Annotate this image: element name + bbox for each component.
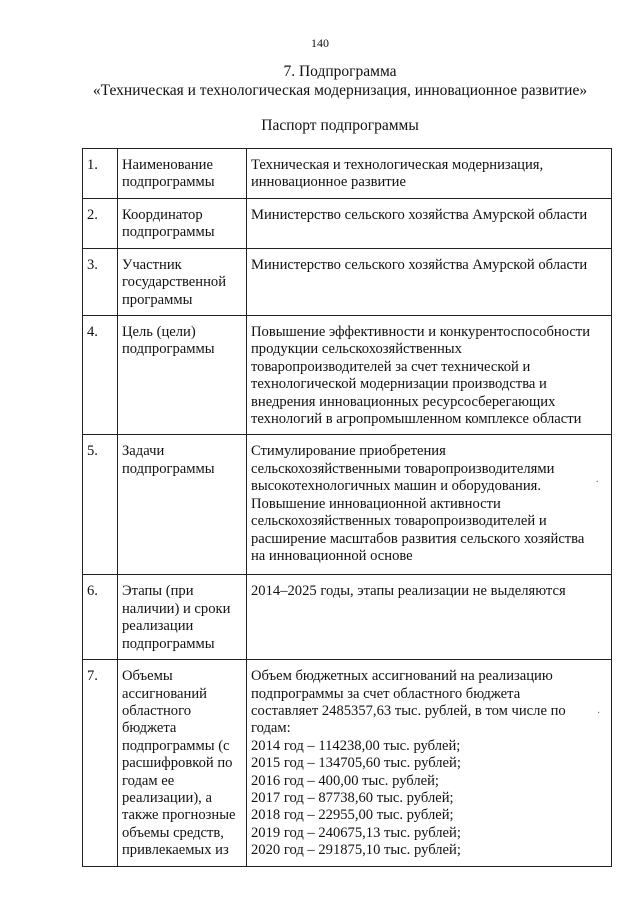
passport-title: Паспорт подпрограммы xyxy=(261,117,419,134)
row-value-line: годам: xyxy=(251,720,291,737)
row-label-line: Задачи xyxy=(122,443,165,460)
row-value xyxy=(247,575,612,660)
row-value-line: инновационное развитие xyxy=(251,174,406,191)
table-row xyxy=(83,575,612,660)
row-value-line: 2015 год – 134705,60 тыс. рублей; xyxy=(251,755,461,772)
row-label-line: привлекаемых из xyxy=(122,842,229,859)
scan-mark: . xyxy=(596,474,599,485)
table-row xyxy=(83,435,612,575)
row-label-line: подпрограммы xyxy=(122,224,215,241)
row-value-line: расширение масштабов развития сельского хозяйства xyxy=(251,530,585,547)
row-value xyxy=(247,660,612,866)
row-value-line: подпрограммы за счет областного бюджета xyxy=(251,685,521,702)
table-row xyxy=(83,660,612,866)
row-value-line: Техническая и технологическая модернизация, xyxy=(251,157,544,173)
section-heading xyxy=(40,62,640,100)
row-label xyxy=(118,435,247,575)
row-label xyxy=(118,316,247,435)
row-number: 1. xyxy=(83,149,118,199)
row-label-line: подпрограммы xyxy=(122,460,215,477)
row-value xyxy=(247,149,612,199)
row-value-line: 2016 год – 400,00 тыс. рублей; xyxy=(251,772,439,789)
row-label-line: подпрограммы xyxy=(122,635,215,652)
row-number: 5. xyxy=(83,435,118,575)
row-label-line: Этапы (при xyxy=(122,583,194,600)
row-number: 3. xyxy=(83,248,118,315)
row-label-line: областного xyxy=(122,702,191,719)
row-label-line: реализации), а xyxy=(122,789,212,806)
row-label xyxy=(118,660,247,866)
row-label-line: подпрограммы xyxy=(122,174,215,191)
row-label-line: реализации xyxy=(122,618,194,635)
row-label xyxy=(118,575,247,660)
row-value-line: 2020 год – 291875,10 тыс. рублей; xyxy=(251,842,461,859)
row-value-line: технологической модернизации производства и xyxy=(251,376,547,393)
row-value-line: товаропроизводителей за счет технической и xyxy=(251,358,531,375)
row-value xyxy=(247,435,612,575)
row-value-line: 2019 год – 240675,13 тыс. рублей; xyxy=(251,824,461,841)
row-label-line: Координатор xyxy=(122,206,203,223)
page-number: 140 xyxy=(311,36,329,50)
row-value-line: сельскохозяйственными товаропроизводителями xyxy=(251,460,555,477)
row-number: 4. xyxy=(83,316,118,435)
row-value-line: 2014–2025 годы, этапы реализации не выделяются xyxy=(251,583,566,600)
row-label-line: программы xyxy=(122,291,193,308)
row-label-line: Цель (цели) xyxy=(122,324,196,341)
scan-mark: · xyxy=(597,708,601,719)
row-label-line: годам ее xyxy=(122,772,175,789)
row-label-line: наличии) и сроки xyxy=(122,600,231,617)
row-value-line: составляет 2485357,63 тыс. рублей, в том числе по xyxy=(251,702,566,719)
row-value-line: сельскохозяйственных товаропроизводителей и xyxy=(251,513,547,530)
heading-line-2: «Техническая и технологическая модернизация, инновационное развитие» xyxy=(92,82,588,99)
row-value xyxy=(247,316,612,435)
row-label-line: подпрограммы xyxy=(122,341,215,358)
row-value-line: продукции сельскохозяйственных xyxy=(251,341,462,358)
row-label-line: государственной xyxy=(122,274,227,291)
row-label-line: Объемы xyxy=(122,668,173,685)
row-value-line: Министерство сельского хозяйства Амурской области xyxy=(251,256,588,273)
heading-line-1: 7. Подпрограмма xyxy=(283,63,397,80)
passport-table xyxy=(82,148,612,867)
row-label-line: Наименование xyxy=(122,157,213,173)
row-value-line: Стимулирование приобретения xyxy=(251,443,446,460)
row-label xyxy=(118,248,247,315)
row-value-line: 2018 год – 22955,00 тыс. рублей; xyxy=(251,807,454,824)
table-row xyxy=(83,149,612,199)
row-value-line: Повышение инновационной активности xyxy=(251,495,501,512)
row-label-line: ассигнований xyxy=(122,685,207,702)
row-number: 7. xyxy=(83,660,118,866)
row-label-line: объемы средств, xyxy=(122,824,224,841)
row-value xyxy=(247,198,612,248)
row-value-line: 2014 год – 114238,00 тыс. рублей; xyxy=(251,737,461,754)
table-row xyxy=(83,198,612,248)
row-label-line: Участник xyxy=(122,256,182,273)
row-label xyxy=(118,149,247,199)
row-value-line: Объем бюджетных ассигнований на реализацию xyxy=(251,668,553,685)
row-value-line: внедрения инновационных ресурсосберегающих xyxy=(251,393,556,410)
row-value-line: Министерство сельского хозяйства Амурской области xyxy=(251,206,588,223)
table-row xyxy=(83,316,612,435)
row-label-line: расшифровкой по xyxy=(122,755,233,772)
row-label xyxy=(118,198,247,248)
row-value-line: технологий в агропромышленном комплексе области xyxy=(251,411,582,428)
row-label-line: подпрограммы (с xyxy=(122,737,230,754)
row-value-line: 2017 год – 87738,60 тыс. рублей; xyxy=(251,789,454,806)
row-label-line: также прогнозные xyxy=(122,807,236,824)
row-number: 2. xyxy=(83,198,118,248)
row-number: 6. xyxy=(83,575,118,660)
row-value-line: на инновационной основе xyxy=(251,547,413,564)
row-label-line: бюджета xyxy=(122,720,177,737)
table-row xyxy=(83,248,612,315)
row-value xyxy=(247,248,612,315)
row-value-line: Повышение эффективности и конкурентоспособности xyxy=(251,324,591,341)
row-value-line: высокотехнологичных машин и оборудования. xyxy=(251,478,542,495)
